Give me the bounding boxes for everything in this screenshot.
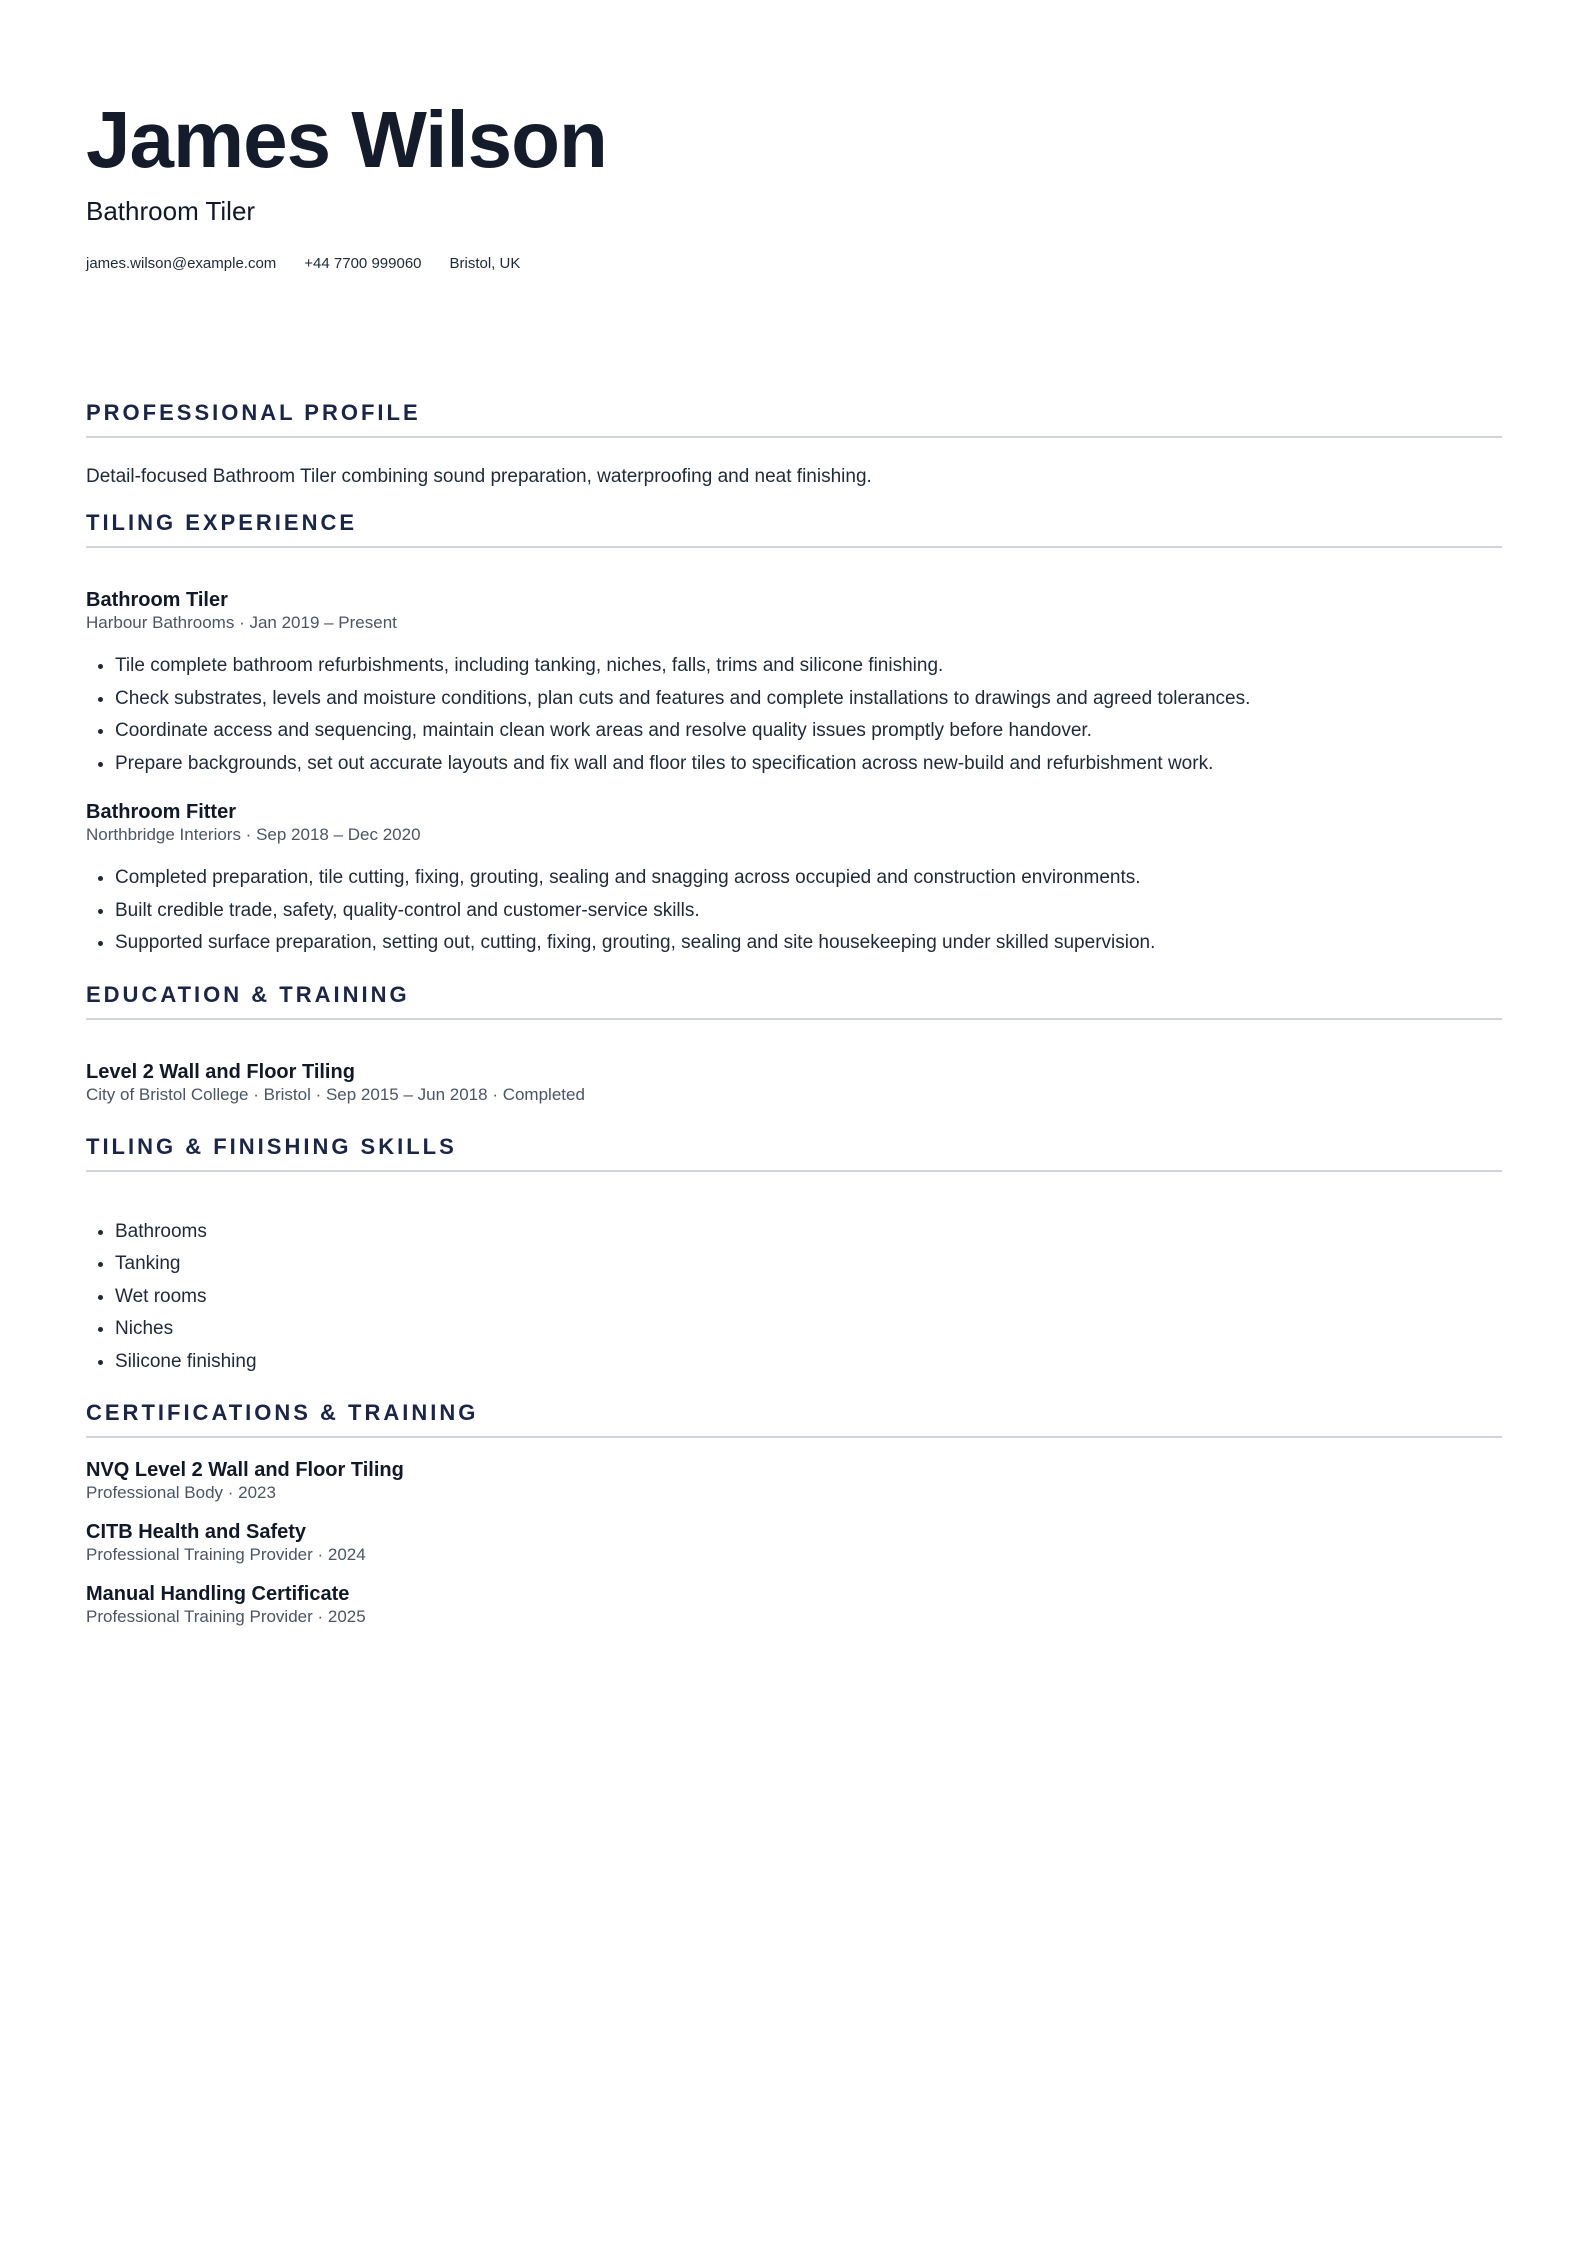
job-bullets	[86, 650, 1502, 780]
job-meta: Northbridge Interiors · Sep 2018 – Dec 2020	[86, 825, 421, 844]
job-bullet: • Built credible trade, safety, quality-control and customer-service skills.	[115, 895, 1502, 928]
job-role: Bathroom Tiler	[86, 589, 228, 611]
skill-item: • Wet rooms	[115, 1281, 1502, 1314]
education-entry	[86, 1060, 1502, 1106]
certification-name: NVQ Level 2 Wall and Floor Tiling	[86, 1459, 404, 1481]
resume-content	[86, 400, 1502, 1628]
job-bullet: • Tile complete bathroom refurbishments, including tanking, niches, falls, trims and silicone finishing.	[115, 650, 1502, 683]
certification-name: CITB Health and Safety	[86, 1521, 307, 1543]
skill-item: • Niches	[115, 1313, 1502, 1346]
job-bullet: • Supported surface preparation, setting out, cutting, fixing, grouting, sealing and site housekeeping under skilled supervision.	[115, 927, 1502, 960]
profile-summary: Detail-focused Bathroom Tiler combining sound preparation, waterproofing and neat finishing.	[86, 466, 872, 487]
certification-meta: Professional Training Provider · 2025	[86, 1607, 366, 1626]
certification-meta: Professional Body · 2023	[86, 1483, 276, 1502]
skills-list	[86, 1216, 1502, 1379]
certification-entry	[86, 1458, 1502, 1504]
candidate-name: James Wilson	[86, 95, 607, 184]
section-title-education: EDUCATION & TRAINING	[86, 982, 1502, 1020]
contact-row	[86, 255, 520, 272]
certification-name: Manual Handling Certificate	[86, 1583, 350, 1605]
education-section	[86, 982, 1502, 1106]
certification-entry	[86, 1582, 1502, 1628]
job-role: Bathroom Fitter	[86, 801, 236, 823]
contact-phone[interactable]: +44 7700 999060	[304, 255, 422, 272]
job-bullet: • Coordinate access and sequencing, maintain clean work areas and resolve quality issues promptly before handover.	[115, 715, 1502, 748]
skill-item: • Silicone finishing	[115, 1346, 1502, 1379]
skills-section	[86, 1134, 1502, 1379]
section-title-experience: TILING EXPERIENCE	[86, 510, 1502, 548]
certifications-list	[86, 1458, 1502, 1628]
contact-email[interactable]: james.wilson@example.com	[86, 255, 277, 272]
job-bullets	[86, 862, 1502, 960]
job-bullet: • Check substrates, levels and moisture conditions, plan cuts and features and complete installations to drawings and agreed tolerances.	[115, 683, 1502, 716]
section-title-skills: TILING & FINISHING SKILLS	[86, 1134, 1502, 1172]
skill-item: • Tanking	[115, 1248, 1502, 1281]
skill-item: • Bathrooms	[115, 1216, 1502, 1249]
section-title-certifications: CERTIFICATIONS & TRAINING	[86, 1400, 1502, 1438]
certifications-section	[86, 1400, 1502, 1628]
job-bullet: • Completed preparation, tile cutting, fixing, grouting, sealing and snagging across occupied and construction environments.	[115, 862, 1502, 895]
certification-meta: Professional Training Provider · 2024	[86, 1545, 366, 1564]
experience-section	[86, 510, 1502, 960]
contact-location: Bristol, UK	[449, 255, 521, 272]
job-entry	[86, 800, 1502, 960]
job-meta: Harbour Bathrooms · Jan 2019 – Present	[86, 613, 397, 632]
education-name: Level 2 Wall and Floor Tiling	[86, 1060, 355, 1083]
profile-section	[86, 400, 1502, 488]
candidate-headline: Bathroom Tiler	[86, 196, 256, 226]
certification-entry	[86, 1520, 1502, 1566]
job-entry	[86, 588, 1502, 780]
section-title-profile: PROFESSIONAL PROFILE	[86, 400, 1502, 438]
education-meta: City of Bristol College · Bristol · Sep 2015 – Jun 2018 · Completed	[86, 1084, 585, 1104]
job-bullet: • Prepare backgrounds, set out accurate layouts and fix wall and floor tiles to specification across new-build and refurbishment work.	[115, 748, 1502, 781]
